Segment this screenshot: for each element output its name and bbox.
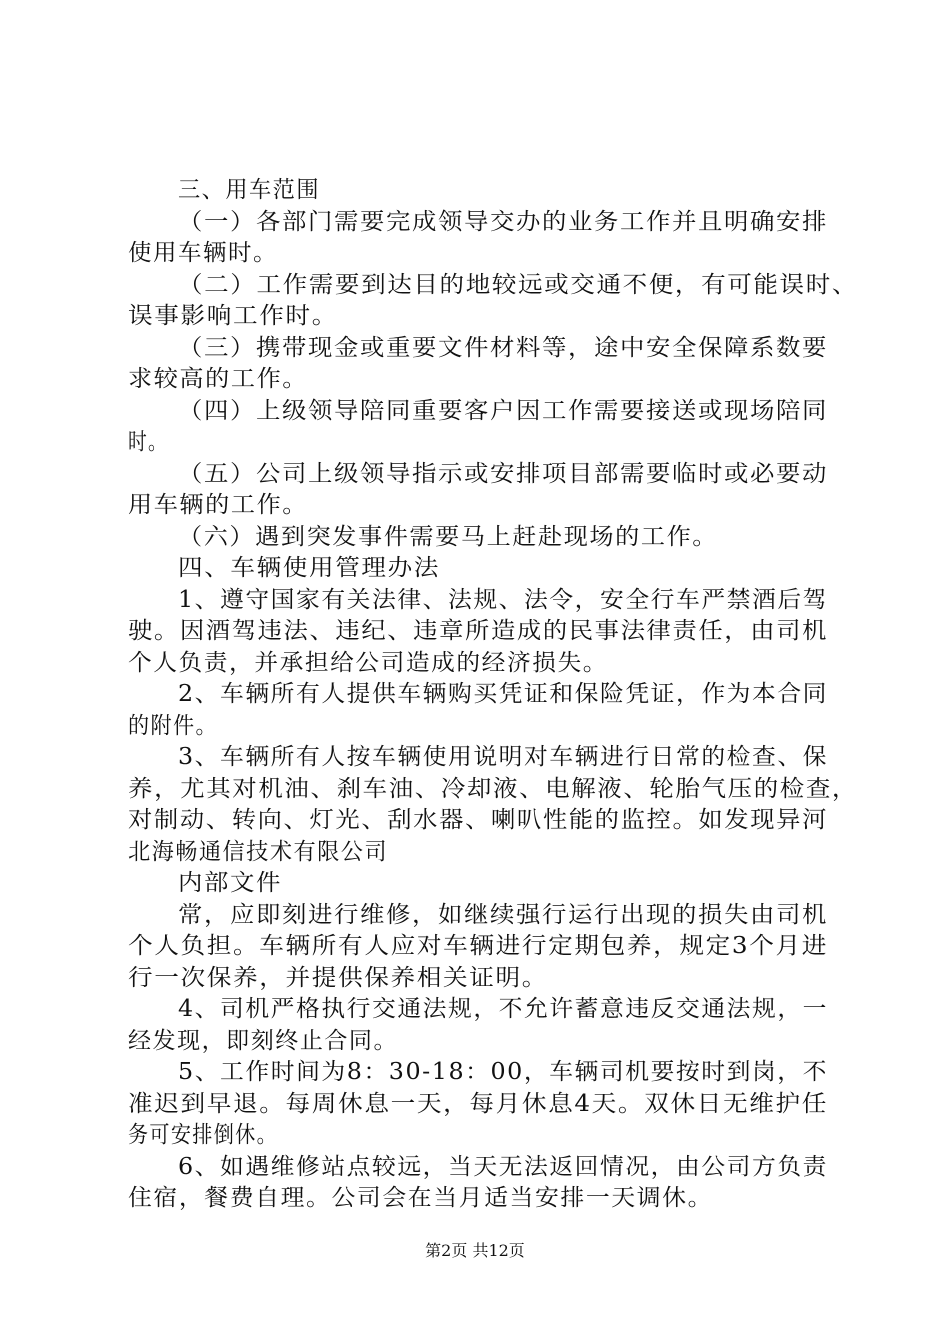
- paragraph-line: 准迟到早退。每周休息一天，每月休息4天。双休日无维护任: [128, 1091, 828, 1117]
- paragraph-line: （四）上级领导陪同重要客户因工作需要接送或现场陪同: [178, 398, 828, 424]
- paragraph-line: （三）携带现金或重要文件材料等，途中安全保障系数要: [178, 335, 828, 361]
- paragraph-line: （五）公司上级领导指示或安排项目部需要临时或必要动: [178, 461, 828, 487]
- paragraph-line: 6、如遇维修站点较远，当天无法返回情况，由公司方负责: [178, 1154, 828, 1180]
- paragraph-line: 2、车辆所有人提供车辆购买凭证和保险凭证，作为本合同: [178, 681, 828, 707]
- paragraph-line: 驶。因酒驾违法、违纪、违章所造成的民事法律责任，由司机: [128, 618, 828, 644]
- paragraph-line: 使用车辆时。: [128, 240, 278, 266]
- paragraph-line: （一）各部门需要完成领导交办的业务工作并且明确安排: [178, 209, 828, 235]
- paragraph-line: （六）遇到突发事件需要马上赶赴现场的工作。: [178, 524, 718, 550]
- paragraph-line: 行一次保养，并提供保养相关证明。: [128, 965, 548, 991]
- paragraph-line: 3、车辆所有人按车辆使用说明对车辆进行日常的检查、保: [178, 744, 828, 770]
- paragraph-line: 务可安排倒休。: [128, 1122, 278, 1148]
- paragraph-line: 常，应即刻进行维修，如继续强行运行出现的损失由司机: [178, 902, 828, 928]
- paragraph-line: 养，尤其对机油、刹车油、冷却液、电解液、轮胎气压的检查，: [128, 776, 858, 802]
- paragraph-line: 个人负责，并承担给公司造成的经济损失。: [128, 650, 608, 676]
- paragraph-line: 用车辆的工作。: [128, 492, 308, 518]
- section-heading-3: 三、用车范围: [178, 177, 320, 203]
- paragraph-line: 误事影响工作时。: [128, 303, 338, 329]
- paragraph-line: 求较高的工作。: [128, 366, 308, 392]
- page-number-footer: 第2页 共12页: [425, 1241, 525, 1260]
- paragraph-line: 5、工作时间为8：30-18：00，车辆司机要按时到岗，不: [178, 1059, 828, 1085]
- paragraph-line: 内部文件: [178, 870, 282, 896]
- section-heading-4: 四、车辆使用管理办法: [178, 555, 440, 581]
- paragraph-line: 北海畅通信技术有限公司: [128, 839, 388, 865]
- paragraph-line: 经发现，即刻终止合同。: [128, 1028, 398, 1054]
- paragraph-line: 的附件。: [128, 713, 218, 739]
- paragraph-line: 个人负担。车辆所有人应对车辆进行定期包养，规定3个月进: [128, 933, 828, 959]
- paragraph-line: 1、遵守国家有关法律、法规、法令，安全行车严禁酒后驾: [178, 587, 828, 613]
- paragraph-line: 4、司机严格执行交通法规，不允许蓄意违反交通法规，一: [178, 996, 828, 1022]
- paragraph-line: 对制动、转向、灯光、刮水器、喇叭性能的监控。如发现异河: [128, 807, 828, 833]
- paragraph-line: （二）工作需要到达目的地较远或交通不便，有可能误时、: [178, 272, 858, 298]
- paragraph-line: 时。: [128, 429, 168, 455]
- paragraph-line: 住宿，餐费自理。公司会在当月适当安排一天调休。: [128, 1185, 713, 1211]
